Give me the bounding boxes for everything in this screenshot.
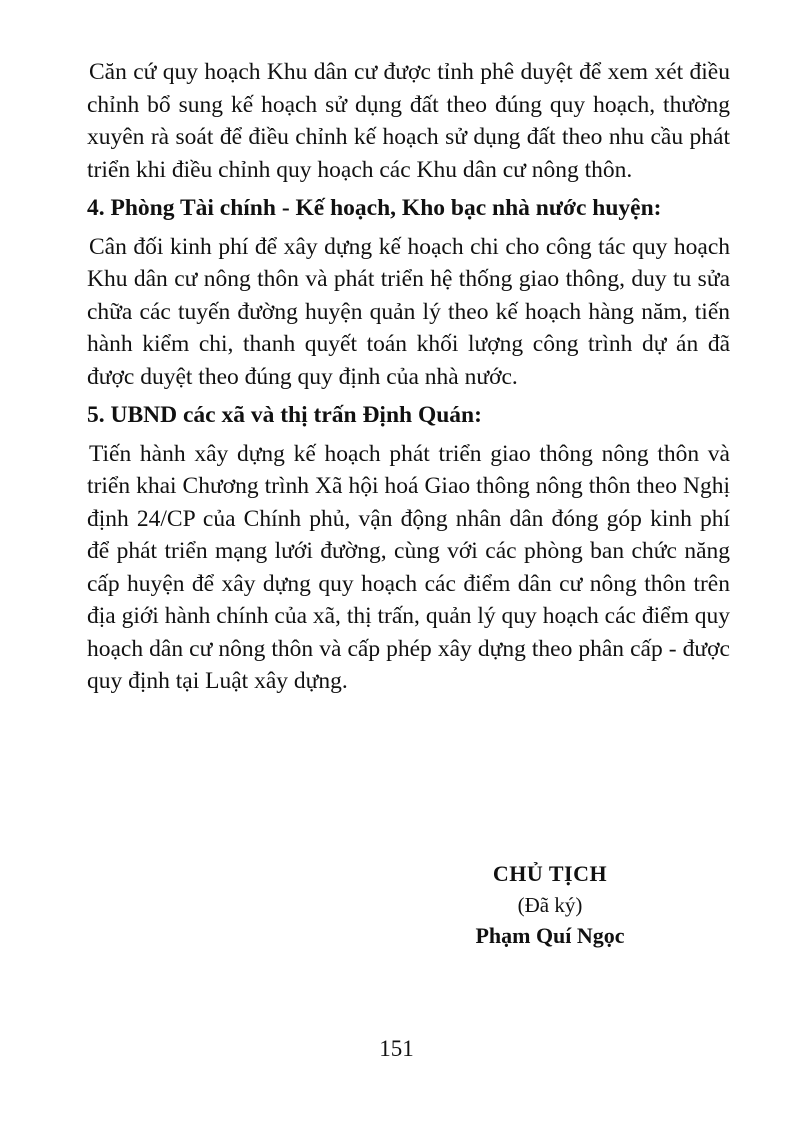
heading-section-5: 5. UBND các xã và thị trấn Định Quán:: [87, 402, 482, 428]
signature-block: [430, 858, 670, 952]
document-body: [87, 56, 730, 698]
page-number: 151: [379, 1036, 414, 1061]
paragraph-finance-department: Cân đối kinh phí để xây dựng kế hoạch chi cho công tác quy hoạch Khu dân cư nông thôn và phát triển hệ thống giao thông, duy tu sửa chữa các tuyến đường huyện quản lý theo kế hoạch hàng năm, tiến hành kiểm chi, thanh quyết toán khối lượng công trình dự án đã được duyệt theo đúng quy định của nhà nước.: [87, 233, 730, 390]
signature-title: CHỦ TỊCH: [492, 861, 608, 886]
paragraph-land-use-planning: Căn cứ quy hoạch Khu dân cư được tỉnh phê duyệt để xem xét điều chỉnh bổ sung kế hoạch sử dụng đất theo đúng quy hoạch, thường xuyên rà soát để điều chỉnh kế hoạch sử dụng đất theo nhu cầu phát triển khi điều chỉnh quy hoạch các Khu dân cư nông thôn.: [87, 59, 730, 183]
signature-note: (Đã ký): [517, 893, 583, 917]
paragraph-commune-committees: Tiến hành xây dựng kế hoạch phát triển giao thông nông thôn và triển khai Chương trình Xã hội hoá Giao thông nông thôn theo Nghị định 24/CP của Chính phủ, vận động nhân dân đóng góp kinh phí để phát triển mạng lưới đường, cùng với các phòng ban chức năng cấp huyện để xây dựng quy hoạch các điểm dân cư nông thôn trên địa giới hành chính của xã, thị trấn, quản lý quy hoạch các điểm quy hoạch dân cư nông thôn và cấp phép xây dựng theo phân cấp - được quy định tại Luật xây dựng.: [87, 440, 730, 694]
signatory-name: Phạm Quí Ngọc: [475, 923, 625, 948]
heading-section-4: 4. Phòng Tài chính - Kế hoạch, Kho bạc nhà nước huyện:: [87, 195, 662, 221]
